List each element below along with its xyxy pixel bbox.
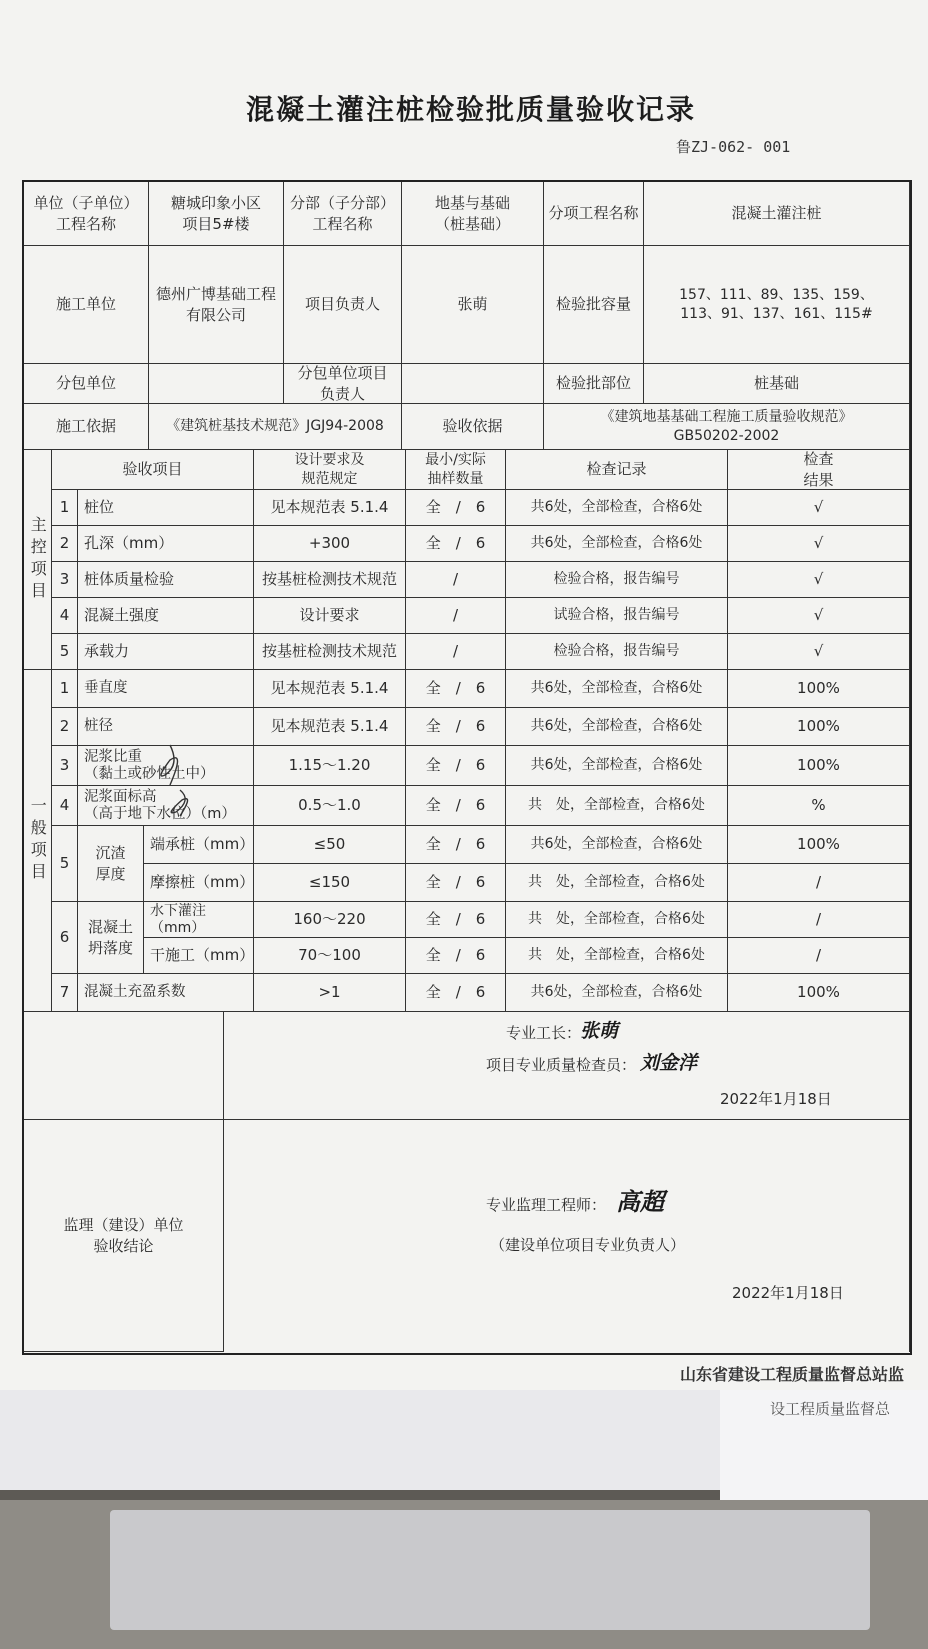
col-requirement: 设计要求及 规范规定 xyxy=(254,450,406,490)
main-group-label xyxy=(24,450,52,670)
main-item-sample: / xyxy=(406,634,506,670)
main-item-no: 2 xyxy=(52,526,78,562)
main-item-name: 承载力 xyxy=(78,634,254,670)
general-item-name: 垂直度 xyxy=(78,670,254,708)
main-item-req: +300 xyxy=(254,526,406,562)
main-item-record: 检验合格，报告编号 xyxy=(506,562,728,598)
general-item-req: 见本规范表 5.1.4 xyxy=(254,708,406,746)
sediment-record-2: 共 处，全部检查，合格6处 xyxy=(506,864,728,902)
col-record: 检查记录 xyxy=(506,450,728,490)
subcontractor-label: 分包单位 xyxy=(24,364,149,404)
basis-value: 《建筑桩基技术规范》JGJ94-2008 xyxy=(149,404,402,450)
construction-date: 2022年1月18日 xyxy=(720,1090,832,1108)
foreman-label: 专业工长： xyxy=(506,1024,582,1042)
sediment-name: 沉渣 厚度 xyxy=(78,826,144,902)
slump-name: 混凝土 坍落度 xyxy=(78,902,144,974)
capacity-value: 157、111、89、135、159、 113、91、137、161、115# xyxy=(644,246,910,364)
main-item-req: 按基桩检测技术规范 xyxy=(254,634,406,670)
general-item-req: 见本规范表 5.1.4 xyxy=(254,670,406,708)
part-label: 检验批部位 xyxy=(544,364,644,404)
slump-sub-1: 水下灌注 （mm） xyxy=(144,902,254,938)
slump-sample-2: 全 / 6 xyxy=(406,938,506,974)
main-item-sample: / xyxy=(406,598,506,634)
slump-record-2: 共 处，全部检查，合格6处 xyxy=(506,938,728,974)
slump-record-1: 共 处，全部检查，合格6处 xyxy=(506,902,728,938)
supervision-note: （建设单位项目专业负责人） xyxy=(490,1236,686,1254)
main-item-name: 混凝土强度 xyxy=(78,598,254,634)
general-group-label xyxy=(24,670,52,1012)
main-item-req: 设计要求 xyxy=(254,598,406,634)
slump-no: 6 xyxy=(52,902,78,974)
slump-result-1: / xyxy=(728,902,910,938)
slump-result-2: / xyxy=(728,938,910,974)
inspector-label: 项目专业质量检查员： xyxy=(486,1056,637,1074)
inspector-signature: 刘金洋 xyxy=(640,1052,698,1074)
slump-req-1: 160～220 xyxy=(254,902,406,938)
record-table xyxy=(22,180,912,1355)
main-item-sample: 全 / 6 xyxy=(406,526,506,562)
slump-sub-2: 干施工（mm） xyxy=(144,938,254,974)
sediment-sub-1: 端承桩（mm） xyxy=(144,826,254,864)
general-item-no: 4 xyxy=(52,786,78,826)
general-item-req: 1.15～1.20 xyxy=(254,746,406,786)
general-item-name: 泥浆比重 （黏土或砂性土中） xyxy=(78,746,254,786)
engineer-label: 专业监理工程师： xyxy=(486,1196,607,1214)
sediment-sub-2: 摩擦桩（mm） xyxy=(144,864,254,902)
general-item-req: >1 xyxy=(254,974,406,1012)
general-item-record: 共6处，全部检查，合格6处 xyxy=(506,708,728,746)
sediment-sample-1: 全 / 6 xyxy=(406,826,506,864)
form-code: 鲁ZJ-062- 001 xyxy=(676,138,791,156)
general-item-record: 共 处，全部检查，合格6处 xyxy=(506,786,728,826)
main-item-result: √ xyxy=(728,562,910,598)
main-item-name: 孔深（mm） xyxy=(78,526,254,562)
general-item-name: 混凝土充盈系数 xyxy=(78,974,254,1012)
sediment-sample-2: 全 / 6 xyxy=(406,864,506,902)
main-item-name: 桩体质量检验 xyxy=(78,562,254,598)
manager-value: 张萌 xyxy=(402,246,544,364)
main-item-no: 3 xyxy=(52,562,78,598)
main-item-sample: / xyxy=(406,562,506,598)
main-item-no: 1 xyxy=(52,490,78,526)
background-sheet-corner xyxy=(720,1390,928,1510)
subitem-label: 分项工程名称 xyxy=(544,182,644,246)
foreman-signature: 张萌 xyxy=(580,1020,619,1042)
main-group-text: 主控项目 xyxy=(28,515,48,604)
sediment-req-1: ≤50 xyxy=(254,826,406,864)
main-item-record: 共6处，全部检查，合格6处 xyxy=(506,526,728,562)
sediment-req-2: ≤150 xyxy=(254,864,406,902)
general-group-text: 一般项目 xyxy=(28,796,48,885)
background-sheet-text: 设工程质量监督总 xyxy=(770,1400,891,1418)
general-item-sample: 全 / 6 xyxy=(406,708,506,746)
desk-card xyxy=(110,1510,870,1630)
general-item-result: 100% xyxy=(728,708,910,746)
general-item-no: 7 xyxy=(52,974,78,1012)
subitem-value: 混凝土灌注桩 xyxy=(644,182,910,246)
division-label: 分部（子分部） 工程名称 xyxy=(284,182,402,246)
form-title: 混凝土灌注桩检验批质量验收记录 xyxy=(246,93,697,126)
general-item-no: 2 xyxy=(52,708,78,746)
general-item-sample: 全 / 6 xyxy=(406,974,506,1012)
sub-manager-label: 分包单位项目 负责人 xyxy=(284,364,402,404)
general-item-sample: 全 / 6 xyxy=(406,746,506,786)
general-item-name: 桩径 xyxy=(78,708,254,746)
general-item-no: 3 xyxy=(52,746,78,786)
division-value: 地基与基础 （桩基础） xyxy=(402,182,544,246)
slump-req-2: 70～100 xyxy=(254,938,406,974)
part-value: 桩基础 xyxy=(644,364,910,404)
general-item-sample: 全 / 6 xyxy=(406,670,506,708)
general-item-name: 泥浆面标高 （高于地下水位）（m） xyxy=(78,786,254,826)
supervision-date: 2022年1月18日 xyxy=(732,1284,844,1302)
main-item-name: 桩位 xyxy=(78,490,254,526)
general-item-record: 共6处，全部检查，合格6处 xyxy=(506,746,728,786)
sediment-result-2: / xyxy=(728,864,910,902)
main-item-req: 按基桩检测技术规范 xyxy=(254,562,406,598)
engineer-signature: 高超 xyxy=(616,1187,664,1216)
main-item-result: √ xyxy=(728,634,910,670)
main-item-no: 4 xyxy=(52,598,78,634)
sediment-no: 5 xyxy=(52,826,78,902)
col-item: 验收项目 xyxy=(52,450,254,490)
manager-label: 项目负责人 xyxy=(284,246,402,364)
sub-manager-value xyxy=(402,364,544,404)
main-item-sample: 全 / 6 xyxy=(406,490,506,526)
acceptance-basis-label: 验收依据 xyxy=(402,404,544,450)
capacity-label: 检验批容量 xyxy=(544,246,644,364)
main-item-record: 试验合格，报告编号 xyxy=(506,598,728,634)
desk-surface xyxy=(0,1500,928,1649)
general-item-req: 0.5～1.0 xyxy=(254,786,406,826)
sediment-record-1: 共6处，全部检查，合格6处 xyxy=(506,826,728,864)
builder-label: 施工单位 xyxy=(24,246,149,364)
supervision-label: 监理（建设）单位 验收结论 xyxy=(24,1120,224,1352)
sediment-result-1: 100% xyxy=(728,826,910,864)
subcontractor-value xyxy=(149,364,284,404)
main-item-req: 见本规范表 5.1.4 xyxy=(254,490,406,526)
col-sample: 最小/实际 抽样数量 xyxy=(406,450,506,490)
builder-value: 德州广博基础工程 有限公司 xyxy=(149,246,284,364)
basis-label: 施工依据 xyxy=(24,404,149,450)
unit-value: 糖城印象小区 项目5#楼 xyxy=(149,182,284,246)
main-item-record: 共6处，全部检查，合格6处 xyxy=(506,490,728,526)
main-item-result: √ xyxy=(728,490,910,526)
issuer-footer: 山东省建设工程质量监督总站监 xyxy=(680,1365,905,1384)
general-item-result: % xyxy=(728,786,910,826)
construction-sign-label-cell xyxy=(24,1012,224,1120)
general-item-result: 100% xyxy=(728,670,910,708)
general-item-result: 100% xyxy=(728,974,910,1012)
main-item-no: 5 xyxy=(52,634,78,670)
general-item-sample: 全 / 6 xyxy=(406,786,506,826)
general-item-result: 100% xyxy=(728,746,910,786)
general-item-no: 1 xyxy=(52,670,78,708)
slump-sample-1: 全 / 6 xyxy=(406,902,506,938)
col-result: 检查 结果 xyxy=(728,450,910,490)
main-item-result: √ xyxy=(728,526,910,562)
unit-label: 单位（子单位） 工程名称 xyxy=(24,182,149,246)
acceptance-basis-value: 《建筑地基基础工程施工质量验收规范》 GB50202-2002 xyxy=(544,404,910,450)
main-item-result: √ xyxy=(728,598,910,634)
general-item-record: 共6处，全部检查，合格6处 xyxy=(506,974,728,1012)
main-item-record: 检验合格，报告编号 xyxy=(506,634,728,670)
general-item-record: 共6处，全部检查，合格6处 xyxy=(506,670,728,708)
